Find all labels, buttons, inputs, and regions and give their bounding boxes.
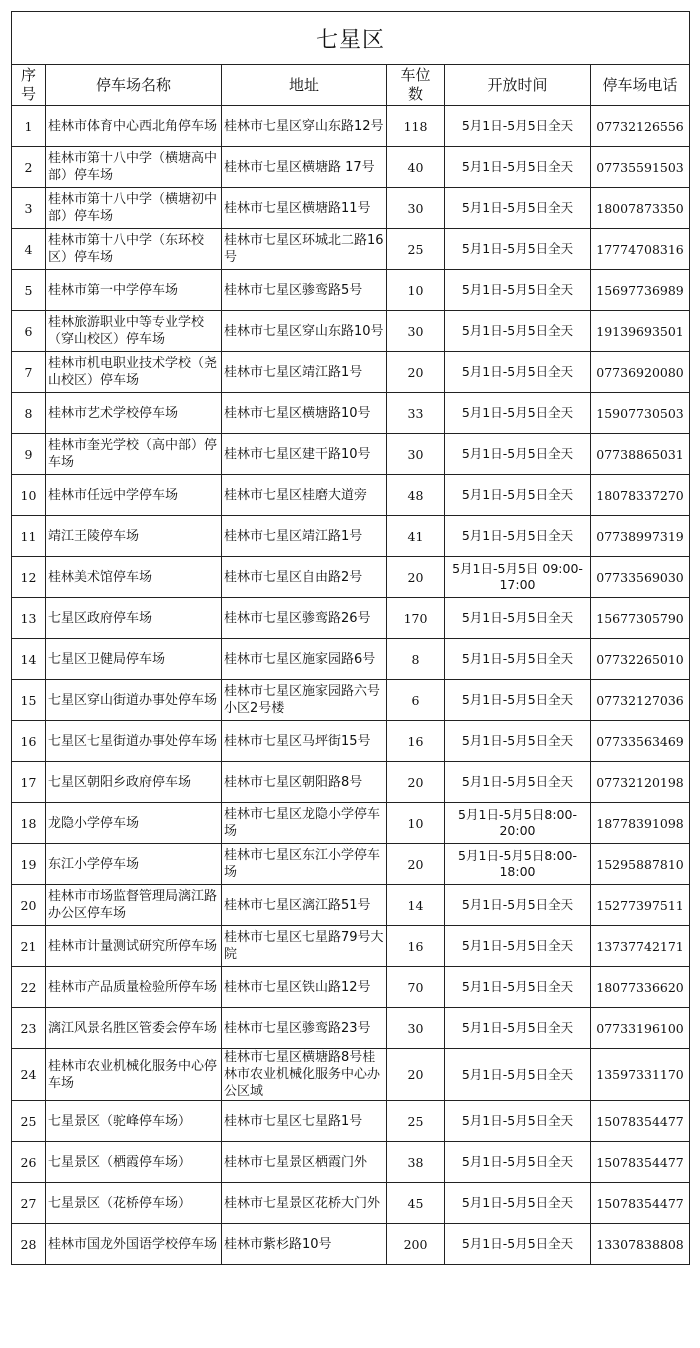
cell-address: 桂林市七星区穿山东路10号 xyxy=(222,311,387,352)
cell-address: 桂林市七星区靖江路1号 xyxy=(222,516,387,557)
cell-address: 桂林市七星区横塘路 17号 xyxy=(222,147,387,188)
cell-spaces: 30 xyxy=(387,1008,445,1049)
cell-no: 6 xyxy=(12,311,46,352)
cell-hours: 5月1日-5月5日8:00-20:00 xyxy=(445,803,591,844)
table-row xyxy=(12,1224,690,1265)
cell-hours: 5月1日-5月5日全天 xyxy=(445,270,591,311)
cell-no: 2 xyxy=(12,147,46,188)
cell-name: 七星区政府停车场 xyxy=(46,598,222,639)
cell-phone: 17774708316 xyxy=(591,229,690,270)
cell-phone: 18078337270 xyxy=(591,475,690,516)
cell-phone: 07732126556 xyxy=(591,106,690,147)
cell-phone: 15078354477 xyxy=(591,1101,690,1142)
cell-phone: 07735591503 xyxy=(591,147,690,188)
cell-spaces: 20 xyxy=(387,352,445,393)
cell-name: 七星景区（花桥停车场） xyxy=(46,1183,222,1224)
cell-hours: 5月1日-5月5日全天 xyxy=(445,188,591,229)
cell-name: 七星区七星街道办事处停车场 xyxy=(46,721,222,762)
cell-phone: 07732265010 xyxy=(591,639,690,680)
cell-hours: 5月1日-5月5日全天 xyxy=(445,352,591,393)
header-hours: 开放时间 xyxy=(445,65,591,106)
cell-no: 25 xyxy=(12,1101,46,1142)
cell-no: 18 xyxy=(12,803,46,844)
header-row xyxy=(12,65,690,106)
cell-no: 4 xyxy=(12,229,46,270)
cell-name: 桂林美术馆停车场 xyxy=(46,557,222,598)
table-row xyxy=(12,229,690,270)
cell-phone: 13737742171 xyxy=(591,926,690,967)
cell-phone: 18077336620 xyxy=(591,967,690,1008)
cell-address: 桂林市紫杉路10号 xyxy=(222,1224,387,1265)
cell-hours: 5月1日-5月5日全天 xyxy=(445,680,591,721)
cell-hours: 5月1日-5月5日 09:00-17:00 xyxy=(445,557,591,598)
cell-no: 17 xyxy=(12,762,46,803)
cell-spaces: 14 xyxy=(387,885,445,926)
header-name: 停车场名称 xyxy=(46,65,222,106)
cell-hours: 5月1日-5月5日全天 xyxy=(445,926,591,967)
cell-hours: 5月1日-5月5日全天 xyxy=(445,885,591,926)
cell-address: 桂林市七星区桂磨大道旁 xyxy=(222,475,387,516)
cell-hours: 5月1日-5月5日全天 xyxy=(445,1049,591,1101)
cell-phone: 15078354477 xyxy=(591,1142,690,1183)
cell-name: 桂林市任远中学停车场 xyxy=(46,475,222,516)
cell-name: 桂林市国龙外国语学校停车场 xyxy=(46,1224,222,1265)
cell-spaces: 38 xyxy=(387,1142,445,1183)
cell-name: 七星景区（栖霞停车场） xyxy=(46,1142,222,1183)
cell-phone: 07736920080 xyxy=(591,352,690,393)
cell-address: 桂林市七星区横塘路8号桂林市农业机械化服务中心办公区域 xyxy=(222,1049,387,1101)
table-row xyxy=(12,475,690,516)
table-row xyxy=(12,270,690,311)
table-row xyxy=(12,147,690,188)
table-row xyxy=(12,1049,690,1101)
header-address: 地址 xyxy=(222,65,387,106)
cell-phone: 15677305790 xyxy=(591,598,690,639)
cell-no: 28 xyxy=(12,1224,46,1265)
cell-name: 桂林市体育中心西北角停车场 xyxy=(46,106,222,147)
table-row xyxy=(12,639,690,680)
cell-name: 七星区卫健局停车场 xyxy=(46,639,222,680)
table-row xyxy=(12,311,690,352)
table-title: 七星区 xyxy=(12,12,690,65)
cell-hours: 5月1日-5月5日全天 xyxy=(445,106,591,147)
header-spaces: 车位数 xyxy=(387,65,445,106)
cell-spaces: 10 xyxy=(387,270,445,311)
cell-name: 七星区朝阳乡政府停车场 xyxy=(46,762,222,803)
cell-hours: 5月1日-5月5日全天 xyxy=(445,311,591,352)
cell-name: 桂林市第十八中学（东环校区）停车场 xyxy=(46,229,222,270)
table-row xyxy=(12,434,690,475)
cell-spaces: 8 xyxy=(387,639,445,680)
cell-no: 22 xyxy=(12,967,46,1008)
table-body xyxy=(12,106,690,1265)
table-row xyxy=(12,516,690,557)
table-row xyxy=(12,393,690,434)
cell-name: 桂林市农业机械化服务中心停车场 xyxy=(46,1049,222,1101)
cell-hours: 5月1日-5月5日8:00-18:00 xyxy=(445,844,591,885)
cell-phone: 07732120198 xyxy=(591,762,690,803)
cell-address: 桂林市七星区靖江路1号 xyxy=(222,352,387,393)
cell-no: 7 xyxy=(12,352,46,393)
cell-name: 靖江王陵停车场 xyxy=(46,516,222,557)
table-row xyxy=(12,721,690,762)
cell-spaces: 25 xyxy=(387,1101,445,1142)
cell-address: 桂林市七星区七星路79号大院 xyxy=(222,926,387,967)
cell-hours: 5月1日-5月5日全天 xyxy=(445,434,591,475)
table-row xyxy=(12,762,690,803)
cell-spaces: 30 xyxy=(387,188,445,229)
cell-address: 桂林市七星区环城北二路16号 xyxy=(222,229,387,270)
cell-no: 8 xyxy=(12,393,46,434)
table-row xyxy=(12,803,690,844)
cell-phone: 19139693501 xyxy=(591,311,690,352)
cell-no: 12 xyxy=(12,557,46,598)
cell-spaces: 48 xyxy=(387,475,445,516)
cell-phone: 07733196100 xyxy=(591,1008,690,1049)
cell-hours: 5月1日-5月5日全天 xyxy=(445,1142,591,1183)
cell-name: 龙隐小学停车场 xyxy=(46,803,222,844)
parking-lot-table xyxy=(11,11,690,1265)
cell-spaces: 16 xyxy=(387,926,445,967)
cell-address: 桂林市七星区骖鸾路23号 xyxy=(222,1008,387,1049)
cell-no: 27 xyxy=(12,1183,46,1224)
cell-spaces: 170 xyxy=(387,598,445,639)
cell-spaces: 6 xyxy=(387,680,445,721)
cell-spaces: 40 xyxy=(387,147,445,188)
cell-address: 桂林市七星区东江小学停车场 xyxy=(222,844,387,885)
cell-name: 桂林市市场监督管理局漓江路办公区停车场 xyxy=(46,885,222,926)
cell-address: 桂林市七星区骖鸾路26号 xyxy=(222,598,387,639)
cell-address: 桂林市七星区施家园路6号 xyxy=(222,639,387,680)
cell-phone: 15295887810 xyxy=(591,844,690,885)
cell-phone: 13597331170 xyxy=(591,1049,690,1101)
cell-name: 七星景区（驼峰停车场） xyxy=(46,1101,222,1142)
cell-address: 桂林市七星区施家园路六号小区2号楼 xyxy=(222,680,387,721)
cell-spaces: 118 xyxy=(387,106,445,147)
cell-no: 20 xyxy=(12,885,46,926)
table-row xyxy=(12,1183,690,1224)
table-row xyxy=(12,557,690,598)
cell-name: 桂林市机电职业技术学校（尧山校区）停车场 xyxy=(46,352,222,393)
cell-name: 桂林市第十八中学（横塘初中部）停车场 xyxy=(46,188,222,229)
cell-no: 14 xyxy=(12,639,46,680)
cell-phone: 07738997319 xyxy=(591,516,690,557)
cell-no: 15 xyxy=(12,680,46,721)
cell-name: 桂林市产品质量检验所停车场 xyxy=(46,967,222,1008)
cell-spaces: 20 xyxy=(387,1049,445,1101)
header-no: 序号 xyxy=(12,65,46,106)
cell-address: 桂林市七星景区花桥大门外 xyxy=(222,1183,387,1224)
cell-address: 桂林市七星区骖鸾路5号 xyxy=(222,270,387,311)
cell-no: 1 xyxy=(12,106,46,147)
cell-name: 漓江风景名胜区管委会停车场 xyxy=(46,1008,222,1049)
cell-hours: 5月1日-5月5日全天 xyxy=(445,1101,591,1142)
cell-address: 桂林市七星区横塘路10号 xyxy=(222,393,387,434)
cell-no: 3 xyxy=(12,188,46,229)
cell-no: 26 xyxy=(12,1142,46,1183)
table-row xyxy=(12,885,690,926)
cell-phone: 15697736989 xyxy=(591,270,690,311)
cell-hours: 5月1日-5月5日全天 xyxy=(445,1224,591,1265)
cell-address: 桂林市七星区自由路2号 xyxy=(222,557,387,598)
cell-phone: 07738865031 xyxy=(591,434,690,475)
cell-hours: 5月1日-5月5日全天 xyxy=(445,1183,591,1224)
cell-phone: 15907730503 xyxy=(591,393,690,434)
cell-hours: 5月1日-5月5日全天 xyxy=(445,147,591,188)
cell-phone: 18778391098 xyxy=(591,803,690,844)
cell-phone: 18007873350 xyxy=(591,188,690,229)
table-row xyxy=(12,598,690,639)
cell-no: 9 xyxy=(12,434,46,475)
cell-spaces: 41 xyxy=(387,516,445,557)
cell-no: 16 xyxy=(12,721,46,762)
cell-phone: 07732127036 xyxy=(591,680,690,721)
cell-hours: 5月1日-5月5日全天 xyxy=(445,516,591,557)
cell-address: 桂林市七星区漓江路51号 xyxy=(222,885,387,926)
cell-phone: 07733563469 xyxy=(591,721,690,762)
cell-address: 桂林市七星区马坪街15号 xyxy=(222,721,387,762)
cell-hours: 5月1日-5月5日全天 xyxy=(445,475,591,516)
cell-spaces: 20 xyxy=(387,844,445,885)
cell-hours: 5月1日-5月5日全天 xyxy=(445,598,591,639)
cell-name: 桂林市计量测试研究所停车场 xyxy=(46,926,222,967)
cell-phone: 07733569030 xyxy=(591,557,690,598)
table-row xyxy=(12,1008,690,1049)
cell-no: 11 xyxy=(12,516,46,557)
cell-address: 桂林市七星区穿山东路12号 xyxy=(222,106,387,147)
cell-address: 桂林市七星区七星路1号 xyxy=(222,1101,387,1142)
cell-spaces: 70 xyxy=(387,967,445,1008)
cell-address: 桂林市七星区铁山路12号 xyxy=(222,967,387,1008)
cell-spaces: 25 xyxy=(387,229,445,270)
cell-spaces: 33 xyxy=(387,393,445,434)
header-phone: 停车场电话 xyxy=(591,65,690,106)
cell-no: 21 xyxy=(12,926,46,967)
table-row xyxy=(12,352,690,393)
cell-no: 19 xyxy=(12,844,46,885)
table-row xyxy=(12,844,690,885)
cell-address: 桂林市七星区建干路10号 xyxy=(222,434,387,475)
cell-name: 东江小学停车场 xyxy=(46,844,222,885)
cell-address: 桂林市七星区朝阳路8号 xyxy=(222,762,387,803)
cell-hours: 5月1日-5月5日全天 xyxy=(445,762,591,803)
table-row xyxy=(12,926,690,967)
cell-spaces: 16 xyxy=(387,721,445,762)
table-row xyxy=(12,680,690,721)
cell-address: 桂林市七星区龙隐小学停车场 xyxy=(222,803,387,844)
cell-no: 24 xyxy=(12,1049,46,1101)
cell-address: 桂林市七星景区栖霞门外 xyxy=(222,1142,387,1183)
cell-hours: 5月1日-5月5日全天 xyxy=(445,639,591,680)
cell-phone: 15078354477 xyxy=(591,1183,690,1224)
cell-name: 七星区穿山街道办事处停车场 xyxy=(46,680,222,721)
cell-hours: 5月1日-5月5日全天 xyxy=(445,1008,591,1049)
cell-no: 10 xyxy=(12,475,46,516)
cell-spaces: 10 xyxy=(387,803,445,844)
cell-spaces: 30 xyxy=(387,311,445,352)
cell-no: 5 xyxy=(12,270,46,311)
cell-name: 桂林市第十八中学（横塘高中部）停车场 xyxy=(46,147,222,188)
cell-no: 13 xyxy=(12,598,46,639)
cell-address: 桂林市七星区横塘路11号 xyxy=(222,188,387,229)
cell-spaces: 200 xyxy=(387,1224,445,1265)
cell-hours: 5月1日-5月5日全天 xyxy=(445,721,591,762)
cell-hours: 5月1日-5月5日全天 xyxy=(445,393,591,434)
cell-spaces: 20 xyxy=(387,557,445,598)
cell-spaces: 45 xyxy=(387,1183,445,1224)
cell-spaces: 20 xyxy=(387,762,445,803)
cell-name: 桂林市第一中学停车场 xyxy=(46,270,222,311)
cell-spaces: 30 xyxy=(387,434,445,475)
cell-hours: 5月1日-5月5日全天 xyxy=(445,229,591,270)
cell-name: 桂林市艺术学校停车场 xyxy=(46,393,222,434)
cell-no: 23 xyxy=(12,1008,46,1049)
table-row xyxy=(12,1142,690,1183)
cell-phone: 15277397511 xyxy=(591,885,690,926)
cell-phone: 13307838808 xyxy=(591,1224,690,1265)
cell-name: 桂林旅游职业中等专业学校（穿山校区）停车场 xyxy=(46,311,222,352)
table-row xyxy=(12,1101,690,1142)
table-row xyxy=(12,188,690,229)
cell-name: 桂林市奎光学校（高中部）停车场 xyxy=(46,434,222,475)
table-row xyxy=(12,106,690,147)
table-row xyxy=(12,967,690,1008)
cell-hours: 5月1日-5月5日全天 xyxy=(445,967,591,1008)
